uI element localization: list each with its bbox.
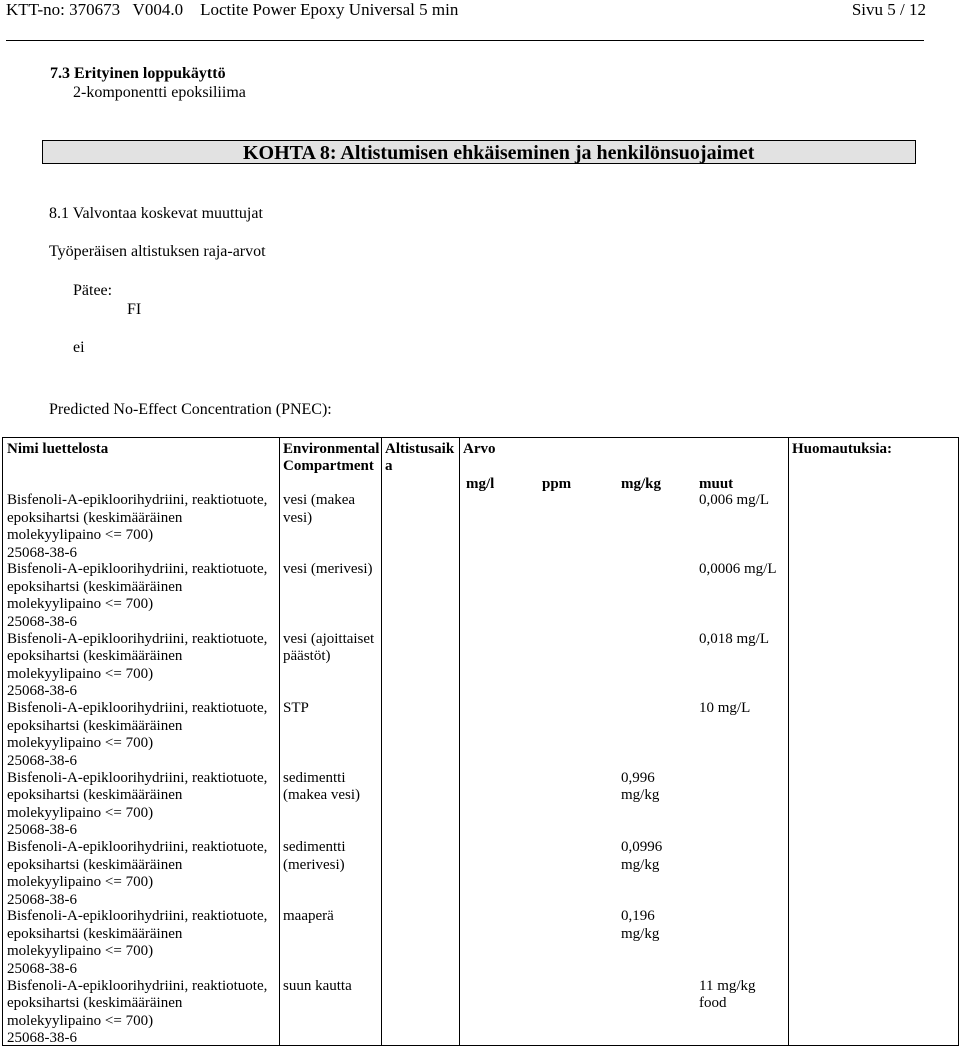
value-other-line: 0,006 mg/L <box>699 492 769 508</box>
compartment-line: (merivesi) <box>283 856 345 873</box>
compartment-line: maaperä <box>283 908 334 925</box>
substance-name-line: epoksihartsi (keskimääräinen <box>7 856 183 873</box>
header-exposure-2: a <box>385 458 393 474</box>
value-mgkg-line: mg/kg <box>621 856 660 873</box>
table-row <box>3 770 958 839</box>
value-other-line: 10 mg/L <box>699 700 751 717</box>
substance-name-line: molekyylipaino <= 700) <box>7 527 154 543</box>
substance-name-line: Bisfenoli-A-epikloorihydriini, reaktiotuote, <box>7 769 268 786</box>
substance-name-line: 25068-38-6 <box>7 752 77 769</box>
header-exposure-1: Altistusaik <box>385 441 455 457</box>
substance-name-line: 25068-38-6 <box>7 960 77 977</box>
value-other-line: 0,0006 mg/L <box>699 561 777 578</box>
value-mgkg-line: mg/kg <box>621 925 660 942</box>
compartment-line: vesi (merivesi) <box>283 561 373 578</box>
section-8-1-heading: 8.1 Valvontaa koskevat muuttujat <box>49 205 263 222</box>
substance-name-line: epoksihartsi (keskimääräinen <box>7 787 183 804</box>
compartment-line: päästöt) <box>283 648 331 665</box>
compartment-line: suun kautta <box>283 977 352 994</box>
compartment-line: STP <box>283 700 309 717</box>
compartment-line: sedimentti <box>283 839 346 855</box>
substance-name-line: molekyylipaino <= 700) <box>7 665 154 682</box>
substance-name-line: 25068-38-6 <box>7 544 77 561</box>
section-7-3-heading: 7.3 Erityinen loppukäyttö <box>50 65 226 82</box>
exposure-limits-heading: Työperäisen altistuksen raja-arvot <box>49 243 266 260</box>
substance-name-line: molekyylipaino <= 700) <box>7 1012 154 1029</box>
table-row <box>3 978 958 1047</box>
substance-name-line: 25068-38-6 <box>7 822 77 839</box>
substance-name-line: Bisfenoli-A-epikloorihydriini, reaktiotuote, <box>7 839 268 855</box>
substance-name-line: Bisfenoli-A-epikloorihydriini, reaktiotuote, <box>7 700 268 717</box>
value-other-line: food <box>699 995 727 1012</box>
substance-name-line: epoksihartsi (keskimääräinen <box>7 648 183 665</box>
no-limits-text: ei <box>73 339 85 356</box>
page-number: Sivu 5 / 12 <box>851 0 926 19</box>
substance-name-line: molekyylipaino <= 700) <box>7 874 154 890</box>
substance-name-line: epoksihartsi (keskimääräinen <box>7 578 183 595</box>
table-row <box>3 561 958 630</box>
substance-name-line: molekyylipaino <= 700) <box>7 943 154 960</box>
value-mgkg-line: 0,996 <box>621 769 655 786</box>
value-other-line: 0,018 mg/L <box>699 630 769 647</box>
substance-name-line: epoksihartsi (keskimääräinen <box>7 925 183 942</box>
header-name: Nimi luettelosta <box>7 441 109 457</box>
substance-name-line: 25068-38-6 <box>7 613 77 630</box>
section-8-title: KOHTA 8: Altistumisen ehkäiseminen ja henkilönsuojaimet <box>243 142 755 164</box>
substance-name-line: molekyylipaino <= 700) <box>7 735 154 752</box>
compartment-line: sedimentti <box>283 769 346 786</box>
substance-name-line: molekyylipaino <= 700) <box>7 804 154 821</box>
substance-name-line: molekyylipaino <= 700) <box>7 596 154 613</box>
header-divider <box>6 40 924 41</box>
header-value: Arvo <box>463 441 496 457</box>
substance-name-line: 25068-38-6 <box>7 891 77 908</box>
section-8-bar <box>42 140 916 164</box>
substance-name-line: Bisfenoli-A-epikloorihydriini, reaktiotuote, <box>7 908 268 925</box>
header-compartment-1: Environmental <box>283 441 380 457</box>
substance-name-line: 25068-38-6 <box>7 1030 77 1047</box>
substance-name-line: epoksihartsi (keskimääräinen <box>7 995 183 1012</box>
pnec-table <box>2 437 959 1046</box>
page-header <box>6 0 956 26</box>
applies-label: Pätee: <box>73 282 113 299</box>
value-mgkg-line: 0,196 <box>621 908 655 925</box>
compartment-line: vesi (makea <box>283 492 356 508</box>
subheader-mgkg: mg/kg <box>621 476 662 492</box>
substance-name-line: epoksihartsi (keskimääräinen <box>7 717 183 734</box>
compartment-line: vesi (ajoittaiset <box>283 630 375 647</box>
section-7-3-text: 2-komponentti epoksiliima <box>73 84 246 101</box>
header-compartment-2: Compartment <box>283 458 374 474</box>
header-remarks: Huomautuksia: <box>792 441 893 457</box>
value-mgkg-line: mg/kg <box>621 787 660 804</box>
table-row <box>3 908 958 977</box>
applies-value: FI <box>127 301 142 318</box>
subheader-mgl: mg/l <box>466 476 495 492</box>
table-row <box>3 700 958 769</box>
pnec-title: Predicted No-Effect Concentration (PNEC): <box>49 401 332 418</box>
value-mgkg-line: 0,0996 <box>621 839 663 855</box>
table-row <box>3 839 958 908</box>
value-other-line: 11 mg/kg <box>699 977 756 994</box>
document-id: KTT-no: 370673 V004.0 Loctite Power Epoxy Universal 5 min <box>6 0 459 19</box>
subheader-muut: muut <box>699 476 734 492</box>
substance-name-line: Bisfenoli-A-epikloorihydriini, reaktiotuote, <box>7 977 268 994</box>
substance-name-line: Bisfenoli-A-epikloorihydriini, reaktiotuote, <box>7 561 268 578</box>
table-row <box>3 492 958 561</box>
compartment-line: (makea vesi) <box>283 787 361 804</box>
substance-name-line: 25068-38-6 <box>7 683 77 700</box>
table-row <box>3 631 958 700</box>
compartment-line: vesi) <box>283 509 313 526</box>
substance-name-line: Bisfenoli-A-epikloorihydriini, reaktiotuote, <box>7 492 268 508</box>
subheader-ppm: ppm <box>542 476 572 492</box>
substance-name-line: Bisfenoli-A-epikloorihydriini, reaktiotuote, <box>7 630 268 647</box>
substance-name-line: epoksihartsi (keskimääräinen <box>7 509 183 526</box>
